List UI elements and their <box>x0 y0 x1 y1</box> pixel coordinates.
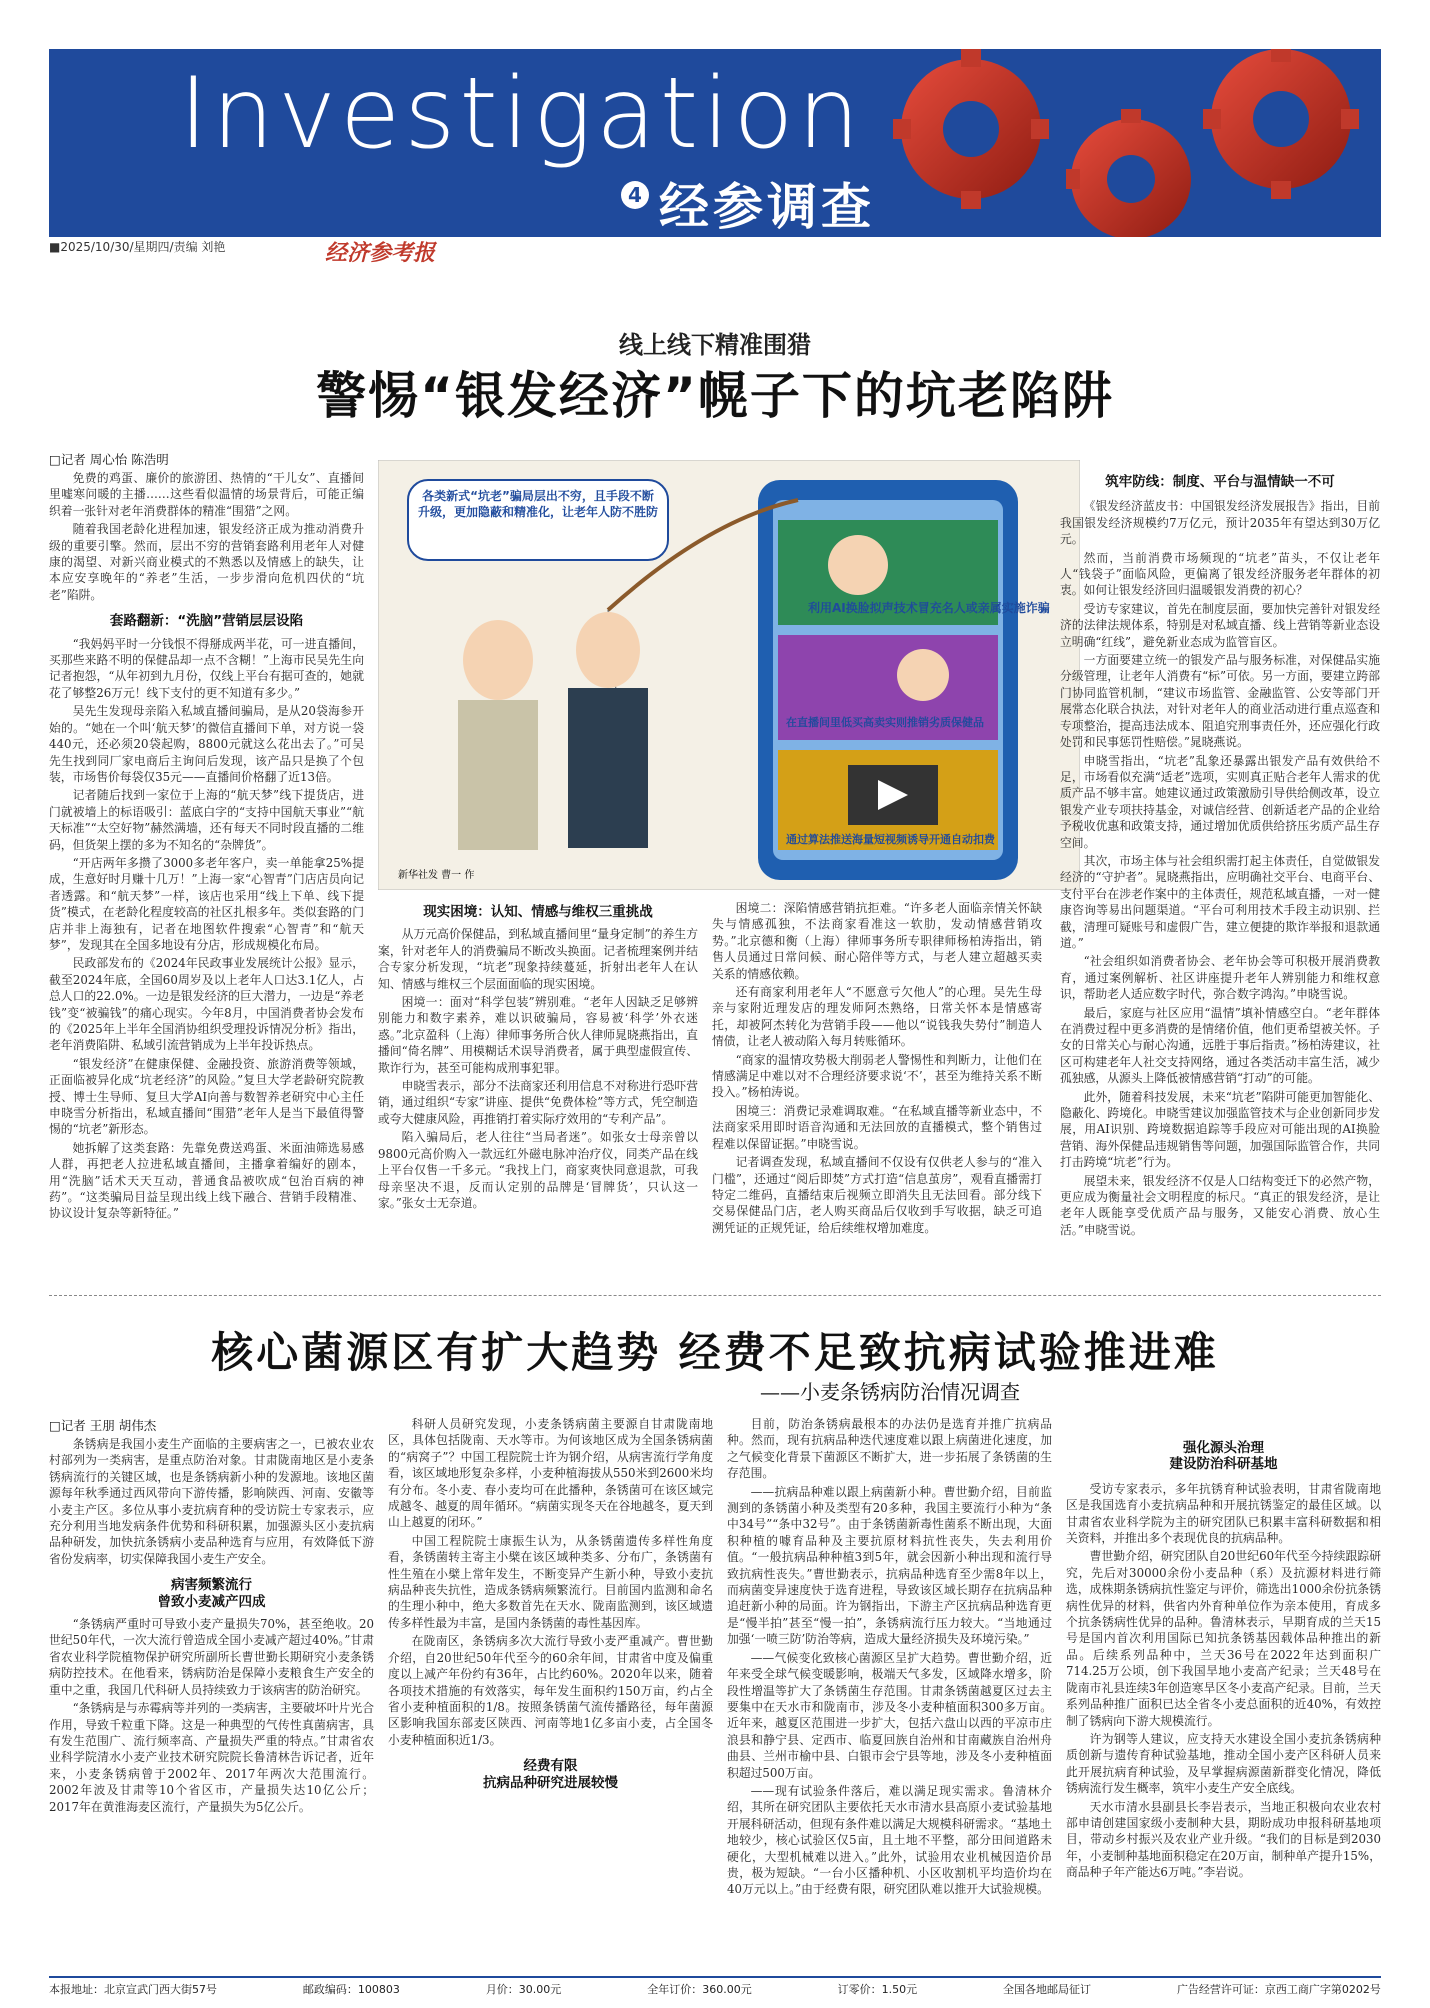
paragraph: 许为钢等人建议，应支持天水建设全国小麦抗条锈病种质创新与遗传育种试验基地，推动全国小麦产区科研人员来此开展抗病育种试验，及早掌握病源菌新群变化情况，降低锈病流行发生概率，筑牢小麦生产安全底线。 <box>1066 1731 1381 1796</box>
paragraph: 申晓雪表示，部分不法商家还利用信息不对称进行恐吓营销，通过组织“专家”讲座、提供“免费体检”等方式，凭空制造或夸大健康风险，再推销打着实际疗效用的“专利产品”。 <box>378 1079 698 1126</box>
paragraph: “条锈病严重时可导致小麦产量损失70%，甚至绝收。20世纪50年代，一次大流行曾造成全国小麦减产超过40%。”甘肃省农业科学院植物保护研究所副所长曹世勤长期研究小麦条锈病防控技术。在他看来，锈病防治是保障小麦粮食生产安全的重中之重，我国几代科研人员持续致力于该病害的防治研究。 <box>49 1617 374 1697</box>
article1-kicker: 线上线下精准围猎 <box>619 331 811 359</box>
paragraph: 困境二：深陷情感营销抗拒难。“许多老人面临亲情关怀缺失与情感孤独，不法商家看准这一软肋，发动情感营销攻势。”北京德和衡（上海）律师事务所专职律师杨柏涛指出，销售人员通过日常问候、耐心陪伴等方式，与老人建立超越买卖关系的情感依赖。 <box>712 901 1042 981</box>
article2-subtitle: ——小麦条锈病防治情况调查 <box>760 1380 1020 1404</box>
paragraph: 民政部发布的《2024年民政事业发展统计公报》显示，截至2024年底，全国60周岁及以上老年人口达3.1亿人，占总人口的22.0%。一边是银发经济的巨大潜力，一边是“养老钱”变“被骗钱”的痛心现实。今年8月，中国消费者协会发布的《2025年上半年全国消协组织受理投诉情况分析》指出，老年消费陷阱、私域引流营销成为上半年投诉热点。 <box>49 956 364 1053</box>
paragraph: 目前，防治条锈病最根本的办法仍是选育并推广抗病品种。然而，现有抗病品种迭代速度难以跟上病菌进化速度，加之气候变化背景下菌源区不断扩大，进一步拓展了条锈菌的生存范围。 <box>727 1417 1052 1481</box>
paragraph: 困境一：面对“科学包装”辨别难。“老年人因缺乏足够辨别能力和数字素养，难以识破骗局，容易被‘科学’外衣迷惑。”北京盈科（上海）律师事务所合伙人律师晁晓燕指出，直播间“倚名牌”、用模糊话术误导消费者，属于典型虚假宣传、欺诈行为，甚至可能构成刑事犯罪。 <box>378 995 698 1075</box>
article-divider <box>49 1295 1381 1298</box>
paragraph: 最后，家庭与社区应用“温情”填补情感空白。“老年群体在消费过程中更多消费的是情绪价值，他们更希望被关怀。子女的日常关心与耐心沟通，远胜于事后指责。”杨柏涛建议，社区可构建老年人社交支持网络，通过各类活动丰富生活，减少孤独感，从源头上降低被情感营销“打动”的可能。 <box>1060 1005 1380 1086</box>
section-banner <box>49 49 1381 237</box>
paragraph: 她拆解了这类套路：先靠免费送鸡蛋、米面油筛选易感人群，再把老人拉进私域直播间，主播拿着编好的剧本，用“洗脑”话术天天互动，普通食品被吹成“包治百病的神药”。“这类骗局目益呈现出线上线下融合、营销手段精准、协议设计复杂等新特征。” <box>49 1140 364 1221</box>
paragraph: 其次，市场主体与社会组织需打起主体责任，自觉做银发经济的“守护者”。晁晓燕指出，应明确社交平台、电商平台、支付平台在涉老作案中的主体责任，规范私域直播，一对一健康咨询等易出问题渠道。“平台可利用技术手段主动识别、拦截，清理可疑账号和虚假广告，建立便捷的欺诈举报和退款通道。” <box>1060 853 1380 950</box>
article1-headline: 警惕“银发经济”幌子下的坑老陷阱 <box>316 367 1114 425</box>
paragraph: 此外，随着科技发展，未来“坑老”陷阱可能更加智能化、隐蔽化、跨境化。申晓雪建议加强监管技术与企业创新同步发展，用AI识别、跨境数据追踪等手段应对可能出现的AI换脸营销、海外保健品违规销售等问题，加强国际监管合作，共同打击跨境“坑老”行为。 <box>1060 1089 1380 1170</box>
paragraph: 在陇南区，条锈病多次大流行导致小麦严重减产。曹世勤介绍，自20世纪50年代至今的60余年间，甘肃省中度及偏重度以上减产年份约有36年，占比约60%。2020年以来，随着各项技术措施的有效落实，每年发生面积约150万亩，约占全省小麦种植面积的1/8。按照条锈菌气流传播路径，每年菌源区影响我国东部麦区陕西、河南等地1亿多亩小麦，占全国冬小麦种植面积近1/3。 <box>388 1634 713 1747</box>
chinese-section-title: 经参调查 <box>659 178 875 236</box>
paragraph: 天水市清水县副县长李岩表示，当地正积极向农业农村部申请创建国家级小麦制种大县，期盼成功申报科研基地项目，带动乡村振兴及农业产业升级。“我们的目标是到2030年，小麦制种基地面积稳定在20万亩，制种单产提升15%，商品种子年产能达6万吨。”李岩说。 <box>1066 1799 1381 1880</box>
article1-section1-title: 套路翻新：“洗脑”营销层层设陷 <box>109 613 304 630</box>
paragraph: 困境三：消费记录难调取难。“在私域直播等新业态中，不法商家采用即时语音沟通和无法回放的直播模式，整个销售过程难以保留证据。”申晓雪说。 <box>712 1103 1042 1151</box>
gears-decoration-icon <box>861 49 1381 237</box>
speech-bubble-text: 各类新式“坑老”骗局层出不穷，且手段不断升级，更加隐蔽和精准化，让老年人防不胜防 <box>418 489 658 519</box>
paragraph: 然而，当前消费市场频现的“坑老”苗头，不仅让老年人“钱袋子”面临风险，更偏离了银发经济服务老年群体的初衷。如何让银发经济回归温暖银发消费的初心？ <box>1060 550 1380 598</box>
article1-section2-title: 现实困境：认知、情感与维权三重挑战 <box>423 904 653 920</box>
paragraph: “开店两年多攒了3000多老年客户，卖一单能拿25%提成，生意好时月赚十几万！”上海一家“心智青”门店店员向记者透露。和“航天梦”一样，该店也采用“线上下单、线下提货”模式，在老龄化程度较高的社区扎根多年。类似套路的门店并非上海独有，记者在地图软件搜索“心智青”和“航天梦”，发现其在全国多地设有分店，形成规模化布局。 <box>49 855 364 952</box>
english-section-title: Investigation <box>179 57 864 171</box>
footer-license: 广告经营许可证：京西工商广字第0202号 <box>1176 1983 1381 1996</box>
article2-byline: □记者 王朋 胡伟杰 <box>49 1418 157 1433</box>
article1-column-1 <box>49 470 364 1280</box>
article2-column-4 <box>1066 1440 1381 1968</box>
page-footer <box>49 1976 1381 2000</box>
illustration-credit: 新华社发 曹一 作 <box>398 870 475 881</box>
paragraph: 《银发经济蓝皮书：中国银发经济发展报告》指出，目前我国银发经济规模约7万亿元，预计2035年有望达到30万亿元。 <box>1060 499 1380 547</box>
paragraph: 随着我国老龄化进程加速，银发经济正成为推动消费升级的重要引擎。然而，层出不穷的营销套路利用老年人对健康的渴望、对新兴商业模式的不熟悉以及情感上的缺失，让本应安享晚年的“养老”生活，一步步滑向危机四伏的“坑老”陷阱。 <box>49 522 364 602</box>
paragraph: 受访专家建议，首先在制度层面，要加快完善针对银发经济的法律法规体系，特别是对私域直播、线上营销等新业态设立明确“红线”，避免新业态成为监管盲区。 <box>1060 601 1380 649</box>
article2-section3-title: 强化源头治理 建设防治科研基地 <box>1169 1440 1278 1473</box>
article2-section2-title: 经费有限 抗病品种研究进展较慢 <box>483 1758 618 1791</box>
article2-column-3 <box>727 1416 1052 1968</box>
paragraph: “社会组织如消费者协会、老年协会等可积极开展消费教育，通过案例解析、社区讲座提升老年人辨别能力和维权意识，帮助老人适应数字时代，弥合数字鸿沟。”申晓雪说。 <box>1060 954 1380 1002</box>
newspaper-logo: 经济参考报 <box>325 240 436 266</box>
paragraph: 记者随后找到一家位于上海的“航天梦”线下提货店，进门就被墙上的标语吸引：蓝底白字的“支持中国航天事业”“航天标准”“太空好物”赫然满墙，还有每天不同时段直播的二维码，但货架上摆的多为不知名的“杂牌货”。 <box>49 788 364 852</box>
paragraph: 展望未来，银发经济不仅是人口结构变迁下的必然产物，更应成为衡量社会文明程度的标尺。“真正的银发经济，是让老年人既能享受优质产品与服务，又能安心消费、放心生活。”申晓雪说。 <box>1060 1173 1380 1237</box>
panel3-label: 通过算法推送海量短视频诱导开通自动扣费 <box>786 833 995 846</box>
paragraph: “我妈妈平时一分钱恨不得掰成两半花，可一进直播间，买那些来路不明的保健品却一点不含糊！”上海市民吴先生向记者抱怨，“从年初到九月份，仅线上平台有据可查的，她就花了够整26万元！线下支付的更不知道有多少。” <box>49 636 364 700</box>
article2-column-1 <box>49 1436 374 1968</box>
paragraph: 曹世勤介绍，研究团队自20世纪60年代至今持续跟踪研究，先后对30000余份小麦品种（系）及抗源材料进行筛选，成株期条锈病抗性鉴定与评价，筛选出1000余份抗条锈病性优异的材料，供省内外育种单位作为亲本使用，育成多个抗条锈病性优异的品种。鲁清林表示，早期育成的兰天15号是国内首次利用国际已知抗条锈基因载体品种推出的新品。后续系列品种中，兰天36号在2022年达到面积广714.25万公顷，创下我国旱地小麦高产纪录；兰天48号在陇南市礼县连续3年创造寒旱区冬小麦高产纪录。目前，兰天系列品种推广面积已达全省冬小麦总面积的近40%，有效控制了锈病向下游大规模流行。 <box>1066 1549 1381 1728</box>
paragraph: 还有商家利用老年人“不愿意亏欠他人”的心理。吴先生母亲与家附近理发店的理发师阿杰熟络，日常关怀本是情感寄托，却被阿杰转化为营销手段——他以“说钱我失势付”制造人情债，让老人被动陷入每月转账循环。 <box>712 985 1042 1049</box>
paragraph: 条锈病是我国小麦生产面临的主要病害之一，已被农业农村部列为一类病害，是重点防治对象。甘肃陇南地区是小麦条锈病流行的关键区域，也是条锈病新小种的发源地。该地区菌源每年秋季通过西风带向下游传播，影响陕西、河南、安徽等小麦主产区。多位从事小麦抗病育种的受访院士专家表示，应充分利用当地发病条件优势和科研积累，加强源头区小麦抗病品种研发，加快抗条锈病小麦品种选育与应用，有效降低下游省份发病率，切实保障我国小麦生产安全。 <box>49 1437 374 1566</box>
article1-column-3 <box>712 900 1042 1280</box>
footer-postcode: 邮政编码：100803 <box>302 1983 400 1996</box>
article1-column-4 <box>1060 470 1380 1280</box>
panel1-label: 利用AI换脸拟声技术冒充名人或亲属实施诈骗 <box>808 601 1050 615</box>
paragraph: 免费的鸡蛋、廉价的旅游团、热情的“干儿女”、直播间里嘘寒问暖的主播……这些看似温情的场景背后，可能正编织着一张针对老年消费群体的精准“围猎”之网。 <box>49 471 364 518</box>
paragraph: 申晓雪指出，“坑老”乱象还暴露出银发产品有效供给不足，市场看似充满“适老”选项，实则真正贴合老年人需求的优质产品不够丰富。她建议通过政策激励引导供给侧改革，设立银发产业专项扶持基金，对诚信经营、创新适老产品的企业给予税收优惠和政策支持，通过增加优质供给挤压劣质产品生存空间。 <box>1060 753 1380 850</box>
footer-single-price: 订零价：1.50元 <box>837 1983 918 1996</box>
footer-monthly-price: 月价：30.00元 <box>485 1983 562 1996</box>
paragraph: 陷入骗局后，老人往往“当局者迷”。如张女士母亲曾以9800元高价购入一款远红外磁电脉冲治疗仪，同类产品在线上平台仅售一千多元。“我找上门，商家爽快同意退款，可我母亲坚决不退，反而认定别的品牌是‘冒牌货’，只认这一家。”张女士无奈道。 <box>378 1130 698 1210</box>
paragraph: “商家的温情攻势极大削弱老人警惕性和判断力，让他们在情感满足中难以对不合理经济要求说‘不’，甚至为维持关系不断投入。”杨柏涛说。 <box>712 1052 1042 1100</box>
paragraph: ——现有试验条件落后，难以满足现实需求。鲁清林介绍，其所在研究团队主要依托天水市清水县高原小麦试验基地开展科研活动，但现有条件难以满足大规模科研需求。“基地土地较少，核心试验区仅5亩，且土地不平整，部分田间道路未硬化，大型机械难以进入。”此外，试验用农业机械因造价昂贵，极为短缺。“一台小区播种机、小区收割机平均造价均在40万元以上。”由于经费有限，研究团队难以推开大试验规模。 <box>727 1783 1052 1897</box>
footer-distribution: 全国各地邮局征订 <box>1003 1983 1092 1996</box>
paragraph: ——抗病品种难以跟上病菌新小种。曹世勤介绍，目前监测到的条锈菌小种及类型有20多种，我国主要流行小种为“条中34号”“条中32号”。由于条锈菌新毒性菌系不断出现，大面积种植的噱育品种及主要抗原材料抗性丧失，失去利用价值。“一般抗病品种种植3到5年，就会因新小种出现和流行导致抗病性丧失。”曹世勤表示，抗病品种选育至少需8年以上，而病菌变异速度快于选育进程，导致该区域长期存在抗病品种追赶新小种的局面。许为钢指出，下游主产区抗病品种选育更是“慢半拍”甚至“慢一拍”，条锈病流行压力较大。“当地通过加强‘一喷三防’防治等病，造成大量经济损失及环境污染。” <box>727 1484 1052 1647</box>
article1-column-2 <box>378 900 698 1280</box>
article2-column-2 <box>388 1416 713 1968</box>
article1-byline: □记者 周心怡 陈浩明 <box>49 452 169 467</box>
paragraph: 受访专家表示，多年抗锈育种试验表明，甘肃省陇南地区是我国选育小麦抗病品种和开展抗锈鉴定的最佳区域。以甘肃省农业科学院为主的研究团队已积累丰富科研数据和相关资料，并推出多个表现优良的抗病品种。 <box>1066 1481 1381 1546</box>
paragraph: 一方面要建立统一的银发产品与服务标准，对保健品实施分级管理，让老年人消费有“标”可依。另一方面，要建立跨部门协同监管机制，“建议市场监管、金融监管、公安等部门开展常态化联合执法，对针对老年人的商业活动进行重点巡查和专项整治，提高违法成本、阻追究刑事责任外，还应强化行政处罚和民事惩罚性赔偿。”晁晓燕说。 <box>1060 653 1380 750</box>
article2-section1-title: 病害频繁流行 曾致小麦减产四成 <box>157 1577 266 1610</box>
paragraph: ——气候变化致核心菌源区呈扩大趋势。曹世勤介绍，近年来受全球气候变暖影响，极端天气多发，区域降水增多，阶段性增温等扩大了条锈菌生存范围。甘肃条锈菌越夏区过去主要集中在天水市和陇南市，涉及冬小麦种植面积300多万亩。近年来，越夏区范围进一步扩大，包括六盘山以西的平凉市庄浪县和静宁县、定西市、临夏回族自治州和甘南藏族自治州舟曲县、兰州市榆中县、白银市会宁县等地，涉及冬小麦种植面积超过500万亩。 <box>727 1650 1052 1780</box>
article1-section3-title: 筑牢防线：制度、平台与温情缺一不可 <box>1105 474 1335 490</box>
paragraph: 从万元高价保健品，到私域直播间里“量身定制”的养生方案，针对老年人的消费骗局不断改头换面。记者梳理案例并结合专家分析发现，“坑老”现象持续蔓延，折射出老年人在认知、情感与维权三个层面面临的现实困境。 <box>378 927 698 991</box>
article2-headline: 核心菌源区有扩大趋势 经费不足致抗病试验推进难 <box>211 1328 1219 1377</box>
paragraph: 记者调查发现，私域直播间不仅设有仅供老人参与的“准入门槛”，还通过“阅后即焚”方式打造“信息茧房”，观看直播需打特定二维码，直播结束后视频立即消失且无法回看。部分线下交易保健品门店，老人购买商品后仅收到手写收据，缺乏可追溯凭证的正规凭证，给后续维权增加难度。 <box>712 1155 1042 1235</box>
page-number: 4 <box>621 181 649 209</box>
panel2-label: 在直播间里低买高卖实则推销劣质保健品 <box>786 716 984 729</box>
paragraph: 中国工程院院士康振生认为，从条锈菌遗传多样性角度看，条锈菌转主寄主小檗在该区域种类多、分布广，条锈菌有性生殖在小檗上常年发生，不断变异产生新小种，导致小麦抗病品种丧失抗性，造成条锈病频繁流行。目前国内监测和命名的生理小种中，绝大多数首先在天水、陇南监测到，该区域遗传多样性最为丰富，是国内条锈菌的毒性基因库。 <box>388 1533 713 1630</box>
footer-yearly-price: 全年订价：360.00元 <box>647 1983 752 1996</box>
illustration <box>378 460 1080 890</box>
date-line: ■2025/10/30/星期四/责编 刘艳 <box>49 240 226 254</box>
paragraph: “银发经济”在健康保健、金融投资、旅游消费等领域，正面临被异化成“坑老经济”的风险。”复旦大学老龄研究院教授、博士生导师、复旦大学AI向善与数智养老研究中心主任申晓雪分析指出，私域直播间“围猎”老年人是当下最值得警惕的“坑老”新形态。 <box>49 1056 364 1137</box>
paragraph: “条锈病是与赤霉病等并列的一类病害，主要破坏叶片光合作用，导致千粒重下降。这是一种典型的气传性真菌病害，具有发生范围广、流行频率高、产量损失严重的特点。”甘肃省农业科学院清水小麦产业技术研究院院长鲁清林告诉记者，近年来，小麦条锈病曾于2002年、2017年两次大范围流行。2002年波及甘肃等10个省区市，产量损失达10亿公斤；2017年在黄淮海麦区流行，产量损失为5亿公斤。 <box>49 1701 374 1814</box>
paragraph: 吴先生发现母亲陷入私域直播间骗局，是从20袋海参开始的。“她在一个叫‘航天梦’的微信直播间下单，对方说一袋440元，还必须20袋起购，8800元就这么花出去了。”可吴先生找到同厂家电商后主询问后发现，该产品只是换了个包装，市场售价每袋仅35元——直播间价格翻了近13倍。 <box>49 704 364 784</box>
footer-address: 本报地址：北京宣武门西大街57号 <box>49 1983 217 1996</box>
paragraph: 科研人员研究发现，小麦条锈病菌主要源自甘肃陇南地区，具体包括陇南、天水等市。为何该地区成为全国条锈病菌的“病窝子”？中国工程院院士许为钢介绍，从病害流行学角度看，该区域地形复杂多样，小麦种植海拔从550米到2600米均有分布。冬小麦、春小麦均可在此播种，条锈菌可在该区域完成越冬、越夏的周年循环。“病菌实现冬天在谷地越冬，夏天到山上越夏的闭环。” <box>388 1417 713 1530</box>
